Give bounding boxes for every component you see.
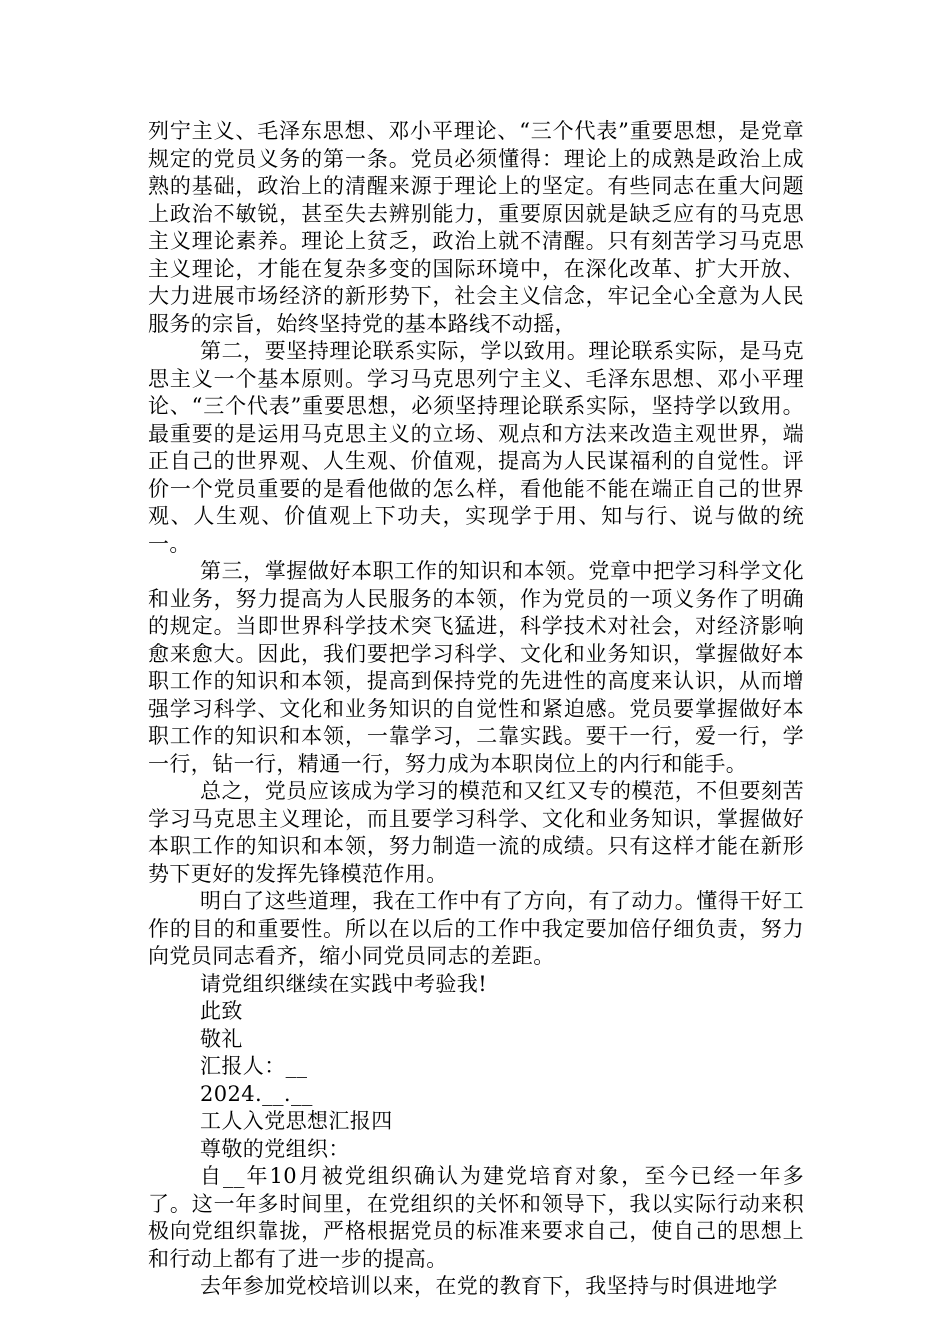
paragraph-1: 列宁主义、毛泽东思想、邓小平理论、“三个代表”重要思想，是党章规定的党员义务的第一条。党员必须懂得：理论上的成熟是政治上成熟的基础，政治上的清醒来源于理论上的坚定。有些同志在重大问题上政治不敏锐，甚至失去辨别能力，重要原因就是缺乏应有的马克思主义理论素养。理论上贫乏，政治上就不清醒。只有刻苦学习马克思主义理论，才能在复杂多变的国际环境中，在深化改革、扩大开放、大力进展市场经济的新形势下，社会主义信念，牢记全心全意为人民服务的宗旨，始终坚持党的基本路线不动摇，	[148, 119, 804, 336]
date-line: 2024.__.__	[200, 1081, 313, 1106]
paragraph-6: 自__年10月被党组织确认为建党培育对象，至今已经一年多了。这一年多时间里，在党组织的关怀和领导下，我以实际行动来积极向党组织靠拢，严格根据党员的标准来要求自己，使自己的思想上和行动上都有了进一步的提高。	[148, 1164, 804, 1271]
paragraph-4: 总之，党员应该成为学习的模范和又红又专的模范，不但要刻苦学习马克思主义理论，而且要学习科学、文化和业务知识，掌握做好本职工作的知识和本领，努力制造一流的成绩。只有这样才能在新形势下更好的发挥先锋模范作用。	[148, 779, 804, 886]
paragraph-7: 去年参加党校培训以来，在党的教育下，我坚持与时俱进地学	[200, 1274, 778, 1298]
salutation-cizhi: 此致	[200, 999, 243, 1023]
reporter-line: 汇报人：__	[200, 1054, 308, 1078]
paragraph-2: 第二，要坚持理论联系实际，学以致用。理论联系实际，是马克思主义一个基本原则。学习马克思列宁主义、毛泽东思想、邓小平理论、“三个代表”重要思想，必须坚持理论联系实际，坚持学以致用。最重要的是运用马克思主义的立场、观点和方法来改造主观世界，端正自己的世界观、人生观、价值观，提高为人民谋福利的自觉性。评价一个党员重要的是看他做的怎么样，看他能不能在端正自己的世界观、人生观、价值观上下功夫，实现学于用、知与行、说与做的统一。	[148, 339, 804, 556]
closing-request: 请党组织继续在实践中考验我!	[200, 971, 488, 996]
greeting-line: 尊敬的党组织：	[200, 1136, 350, 1161]
document-page	[148, 118, 804, 1301]
paragraph-3: 第三，掌握做好本职工作的知识和本领。党章中把学习科学文化和业务，努力提高为人民服务的本领，作为党员的一项义务作了明确的规定。当即世界科学技术突飞猛进，科学技术对社会，对经济影响愈来愈大。因此，我们要把学习科学、文化和业务知识，掌握做好本职工作的知识和本领，提高到保持党的先进性的高度来认识，从而增强学习科学、文化和业务知识的自觉性和紧迫感。党员要掌握做好本职工作的知识和本领，一靠学习，二靠实践。要干一行，爱一行，学一行，钻一行，精通一行，努力成为本职岗位上的内行和能手。	[148, 559, 804, 776]
paragraph-5: 明白了这些道理，我在工作中有了方向，有了动力。懂得干好工作的目的和重要性。所以在以后的工作中我定要加倍仔细负责，努力向党员同志看齐，缩小同党员同志的差距。	[148, 889, 804, 968]
salutation-jingli: 敬礼	[200, 1026, 243, 1051]
section-title: 工人入党思想汇报四	[200, 1109, 393, 1133]
